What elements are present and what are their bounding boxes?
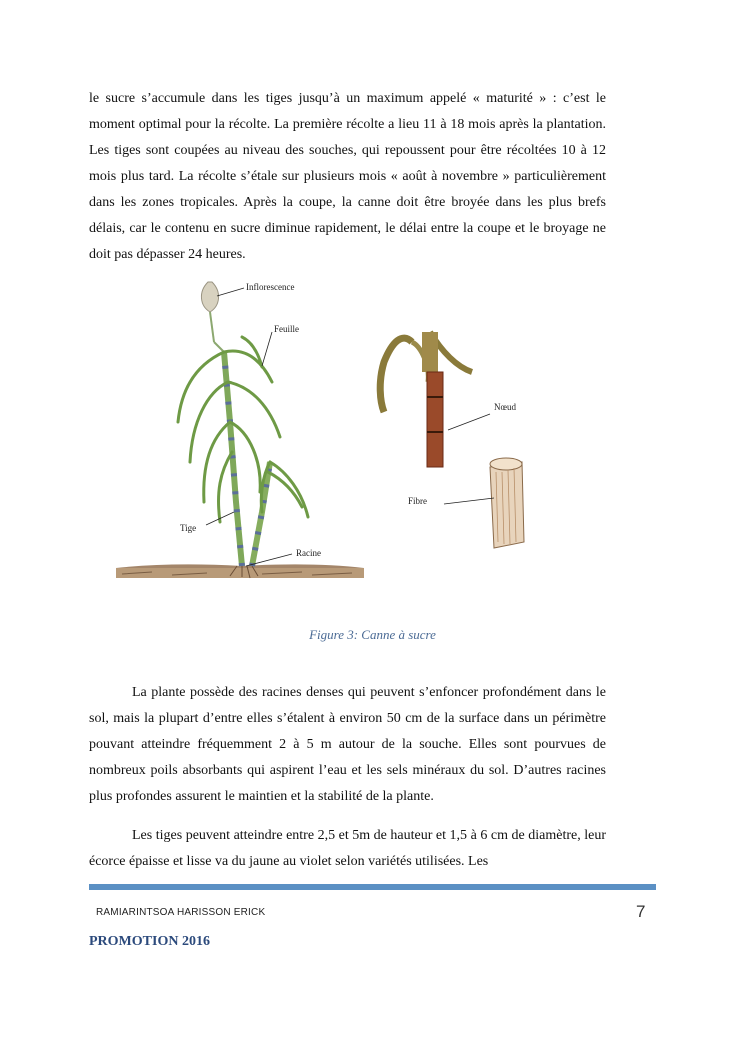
body-paragraph-1: le sucre s’accumule dans les tiges jusqu’à un maximum appelé « maturité » : c’est le moment optimal pour la récolte. La première récolte a lieu 11 à 18 mois après la plantation. Les tiges sont coupées au niveau des souches, qui repoussent pour être récoltées 10 à 12 mois plus tard. La récolte s’étale sur plusieurs mois « août à novembre » particulièrement dans les zones tropicales. Après la coupe, la canne doit être broyée dans les plus brefs délais, car le contenu en sucre diminue rapidement, le délai entre la coupe et le broyage ne doit pas dépasser 24 heures. xyxy=(89,91,606,262)
label-feuille: Feuille xyxy=(274,324,299,334)
label-fibre: Fibre xyxy=(408,496,427,506)
body-paragraph-3: Les tiges peuvent atteindre entre 2,5 et 5m de hauteur et 1,5 à 6 cm de diamètre, leur écorce épaisse et lisse va du jaune au violet selon variétés utilisées. Les xyxy=(89,828,606,869)
ground-illustration xyxy=(116,564,364,578)
body-paragraph-2: La plante possède des racines denses qui peuvent s’enfoncer profondément dans le sol, mais la plupart d’entre elles s’étalent à environ 50 cm de la surface dans un périmètre pouvant atteindre fréquemment 2 à 5 m autour de la souche. Elles sont pourvues de nombreux poils absorbants qui aspirent l’eau et les sels minéraux du sol. D’autres racines plus profondes assurent le maintien et la stabilité de la plante. xyxy=(89,685,606,804)
sugarcane-figure xyxy=(112,272,542,590)
page-number: 7 xyxy=(636,902,646,921)
footer-author: RAMIARINTSOA HARISSON ERICK xyxy=(96,907,266,918)
label-noeud: Nœud xyxy=(494,402,516,412)
footer-rule xyxy=(89,884,656,890)
footer-promotion: PROMOTION 2016 xyxy=(89,934,210,949)
label-inflorescence: Inflorescence xyxy=(246,282,295,292)
figure-caption: Figure 3: Canne à sucre xyxy=(309,627,436,642)
fibre-illustration xyxy=(490,458,524,548)
node-illustration xyxy=(380,332,472,467)
label-tige: Tige xyxy=(180,523,197,533)
label-racine: Racine xyxy=(296,548,321,558)
